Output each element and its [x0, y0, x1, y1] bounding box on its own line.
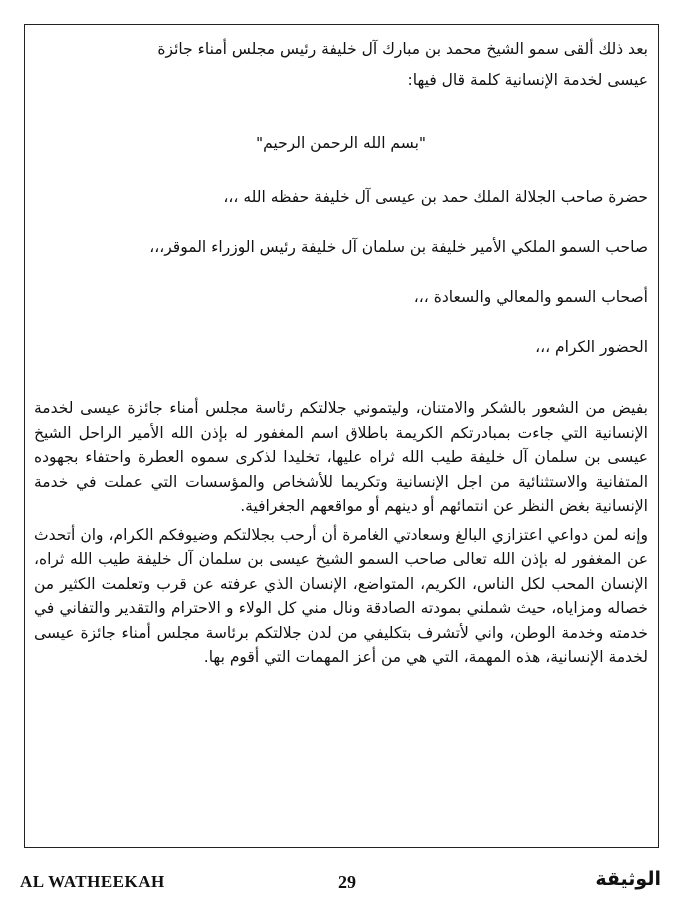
basmala: "بسم الله الرحمن الرحيم": [255, 134, 427, 152]
salutation-line: الحضور الكرام ،،،: [535, 338, 648, 356]
page-footer: [0, 866, 685, 906]
page-number: 29: [338, 872, 356, 892]
intro-paragraph: [34, 34, 648, 96]
salutation-line: صاحب السمو الملكي الأمير خليفة بن سلمان آل خليفة رئيس الوزراء الموقر،،،: [149, 238, 648, 256]
body-paragraph: وإنه لمن دواعي اعتزازي البالغ وسعادتي الغامرة أن أرحب بجلالتكم وضيوفكم الكرام، وان أتحدث عن المغفور له بإذن الله تعالى صاحب السمو الشيخ عيسى بن سلمان آل خليفة طيب الله ثراه، الإنسان المحب لكل الناس، الكريم، المتواضع، الإنسان الذي عرفته عن قرب وتعلمت الكثير من خصاله ومزاياه، حيث شملني بمودته الصادقة ونال مني كل الولاء و الاحترام والتقدير والتفاني في خدمته وخدمة الوطن، واني لأتشرف بتكليفي من لدن جلالتكم برئاسة مجلس أمناء جائزة عيسى لخدمة الإنسانية، هذه المهمة، التي هي من أعز المهمات التي أقوم بها.: [34, 525, 648, 666]
publication-name-en: AL WATHEEKAH: [20, 872, 165, 891]
intro-line: عيسى لخدمة الإنسانية كلمة قال فيها:: [407, 71, 648, 89]
body-paragraph: بفيض من الشعور بالشكر والامتنان، وليتموني جلالتكم رئاسة مجلس أمناء جائزة عيسى لخدمة الإنسانية التي جاءت بمبادرتكم الكريمة باطلاق اسم المغفور له بإذن الله الأمير الراحل الشيخ عيسى بن سلمان آل خليفة طيب الله ثراه عليها، تخليدا لذكرى سموه العطرة واحتفاء بجهوده المتفانية والاستثنائية من اجل الإنسانية وتكريما للأشخاص والمؤسسات التي عملت في خدمة الإنسانية بغض النظر عن انتمائهم أو دينهم أو مواقعهم الجغرافية.: [34, 399, 648, 515]
salutation-block: [34, 130, 648, 360]
salutation-line: أصحاب السمو والمعالي والسعادة ،،،: [413, 288, 648, 306]
salutation-line: حضرة صاحب الجلالة الملك حمد بن عيسى آل خليفة حفظه الله ،،،: [223, 188, 648, 206]
publication-name-ar: الوثيقة: [595, 868, 661, 890]
document-body: [34, 34, 648, 670]
intro-line: بعد ذلك ألقى سمو الشيخ محمد بن مبارك آل خليفة رئيس مجلس أمناء جائزة: [157, 40, 648, 58]
